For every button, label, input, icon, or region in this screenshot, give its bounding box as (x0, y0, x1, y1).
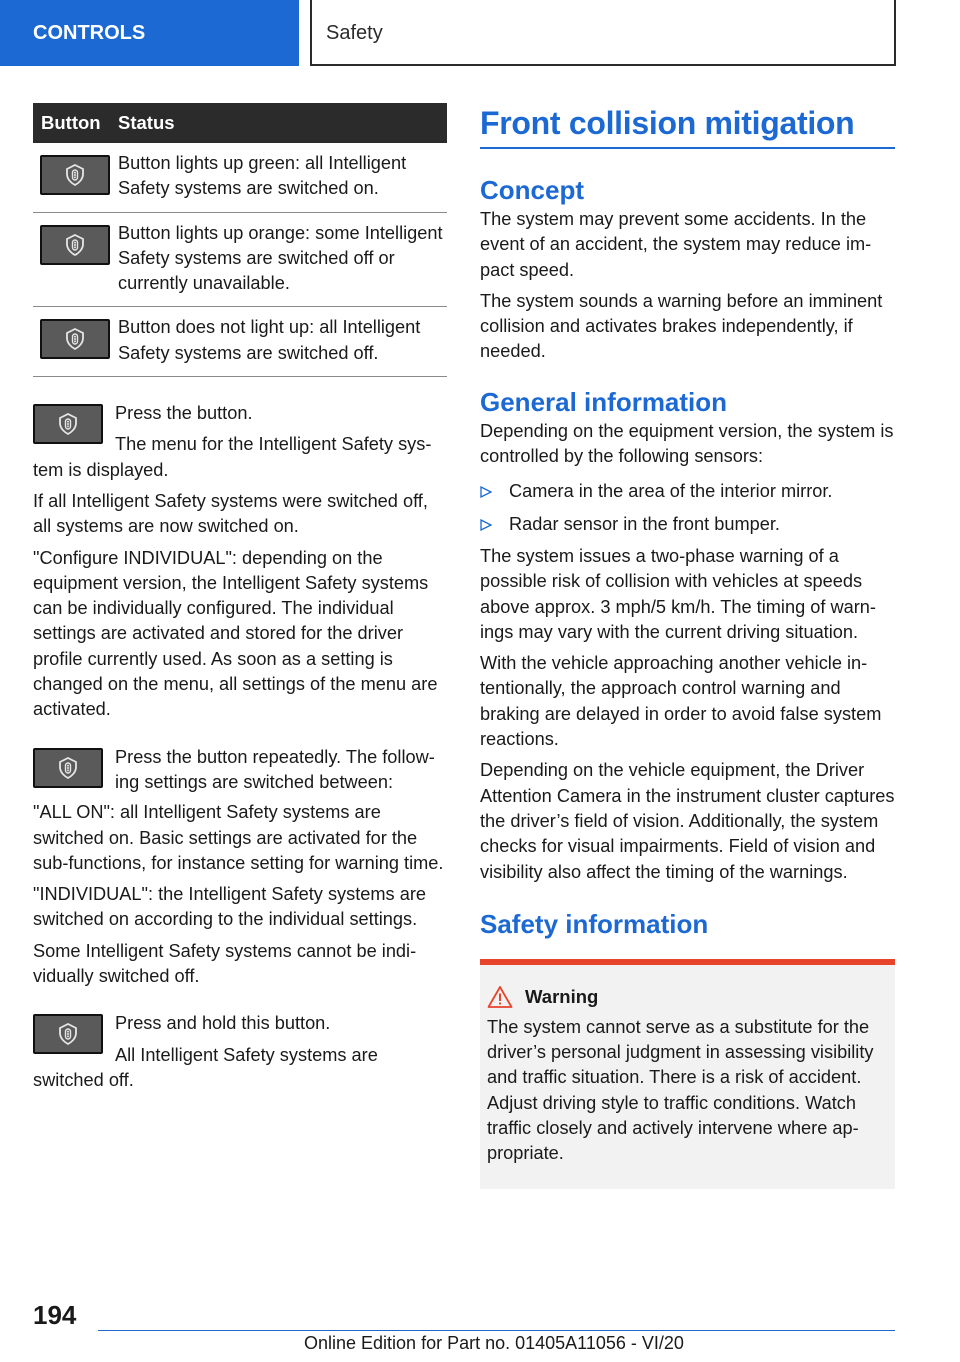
status-text: Button lights up green: all Intelligent Safety systems are switched on. (110, 143, 447, 212)
instruction-text: The menu for the Intelligent Safety system is displayed. (33, 434, 432, 480)
table-header-row (33, 103, 447, 143)
bullet-triangle-icon (480, 486, 492, 498)
footer-divider (98, 1330, 895, 1331)
section-title: Front collision mitigation (480, 103, 895, 149)
warning-box (480, 959, 895, 1189)
right-column (480, 103, 895, 1189)
paragraph: The system issues a two-phase warning of a possible risk of collision with vehicles at speeds above approx. 3 mph/5 km/h. The timing of warnings may vary with the current driving situation. (480, 545, 876, 642)
paragraph: "ALL ON": all Intelligent Safety systems are switched on. Basic settings are activated for the sub-functions, for instance setting for warning time. (33, 802, 444, 873)
paragraph: With the vehicle approaching another vehicle intentionally, the approach control warning and braking are delayed in order to avoid false system reactions. (480, 653, 882, 750)
instruction-text: All Intelligent Safety systems are switched off. (33, 1044, 378, 1090)
paragraph: Some Intelligent Safety systems cannot be individually switched off. (33, 940, 417, 987)
intelligent-safety-icon (33, 404, 103, 444)
press-instruction-2 (33, 745, 447, 796)
list-item-text: Radar sensor in the front bumper. (509, 513, 780, 534)
intelligent-safety-icon (40, 319, 110, 359)
table-row (33, 212, 447, 307)
footer-edition: Online Edition for Part no. 01405A11056 - VI/20 (304, 1333, 684, 1353)
intelligent-safety-icon (40, 155, 110, 195)
button-status-table (33, 103, 447, 377)
paragraph: Depending on the vehicle equipment, the Driver Attention Camera in the instrument cluster captures the driver’s field of vision. Additionally, the system checks for visual impairments. Field of vision and visibility also affect the timing of the warnings. (480, 760, 895, 882)
press-instruction-1 (33, 401, 447, 483)
warning-text: The system cannot serve as a substitute for the driver’s personal judgment in assessing visibility and traffic situation. There is a risk of accident. Adjust driving style to traffic conditions. Watch traffic closely and actively intervene where appropriate. (487, 1016, 874, 1164)
left-column (33, 103, 447, 1099)
section-tab: CONTROLS (0, 0, 299, 66)
heading-safety-information: Safety information (480, 908, 709, 939)
heading-concept: Concept (480, 175, 584, 205)
chapter-tab: Safety (310, 0, 896, 66)
table-row (33, 143, 447, 212)
list-item (480, 512, 895, 537)
paragraph: "INDIVIDUAL": the Intelligent Safety systems are switched on according to the individual settings. (33, 884, 426, 930)
list-item-text: Camera in the area of the interior mirror. (509, 481, 833, 502)
list-item (480, 479, 895, 504)
status-text: Button lights up orange: some Intelligent Safety systems are switched off or currently unavailable. (110, 212, 447, 307)
paragraph: The system may prevent some accidents. In the event of an accident, the system may reduce impact speed. (480, 209, 872, 280)
paragraph: "Configure INDIVIDUAL": depending on the equipment version, the Intelligent Safety systems can be individually configured. The individual settings are activated and stored for the driver profile currently used. As soon as a setting is changed on the menu, all settings of the menu are activated. (33, 547, 438, 720)
paragraph: If all Intelligent Safety systems were switched off, all systems are now switched on. (33, 490, 428, 537)
instruction-text: Press and hold this button. (115, 1013, 331, 1034)
press-instruction-3 (33, 1011, 447, 1093)
intelligent-safety-icon (33, 748, 103, 788)
status-text: Button does not light up: all Intelligent Safety systems are switched off. (110, 307, 447, 377)
paragraph: Depending on the equipment version, the system is controlled by the following sensors: (480, 420, 894, 467)
intelligent-safety-icon (40, 225, 110, 265)
warning-label: Warning (525, 985, 599, 1007)
warning-header (487, 985, 887, 1009)
table-header-button: Button (33, 103, 110, 143)
instruction-text: Press the button. (115, 403, 253, 424)
warning-triangle-icon (487, 985, 513, 1009)
bullet-triangle-icon (480, 519, 492, 531)
sensor-list (480, 479, 895, 537)
page-number: 194 (33, 1300, 77, 1330)
table-header-status: Status (110, 103, 447, 143)
page-header (0, 0, 960, 66)
instruction-text: Press the button repeatedly. The following settings are switched between: (115, 746, 435, 792)
heading-general-information: General information (480, 386, 728, 417)
intelligent-safety-icon (33, 1014, 103, 1054)
table-row (33, 307, 447, 377)
paragraph: The system sounds a warning before an imminent collision and activates brakes independently, if needed. (480, 290, 883, 362)
